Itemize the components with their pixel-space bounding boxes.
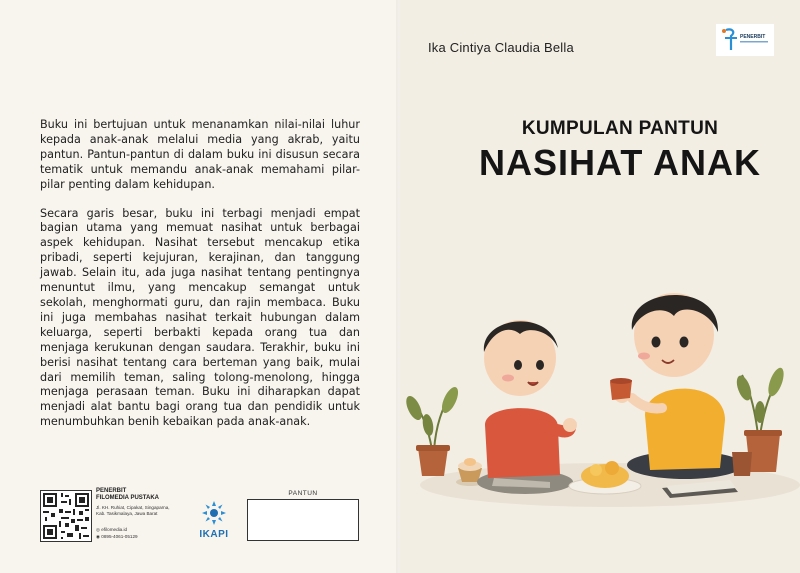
- title-line1: KUMPULAN PANTUN: [521, 118, 719, 139]
- barcode-placeholder: [247, 499, 359, 541]
- phone-icon: ◉: [96, 534, 101, 539]
- synopsis-paragraph-1: Buku ini bertujuan untuk menanamkan nilai-nilai luhur kepada anak-anak melalui media yang akrab, yaitu pantun. Pantun-pantun di dalam buku ini disusun secara tematik untuk memandu anak-anak memahami pilar-pilar penting dalam kehidupan.: [40, 118, 360, 191]
- boy-yellow-shirt: [610, 293, 743, 479]
- barcode-label: PANTUN: [288, 490, 318, 497]
- qr-code-icon: [40, 490, 92, 542]
- web-icon: ◎: [96, 527, 101, 532]
- left-potted-plant: [403, 385, 461, 476]
- ikapi-label: IKAPI: [199, 529, 229, 540]
- title-line2: NASIHAT ANAK: [479, 142, 761, 183]
- publisher-website: [96, 527, 127, 533]
- synopsis: [40, 118, 360, 444]
- publisher-name: [96, 488, 159, 502]
- cover-illustration: [400, 220, 800, 573]
- publisher-logo-icon: [716, 24, 774, 56]
- phone-text: 0895-4061-05129: [101, 534, 138, 539]
- svg-text:PENERBIT: PENERBIT: [740, 34, 766, 40]
- synopsis-paragraph-2: Secara garis besar, buku ini terbagi menjadi empat bagian utama yang memuat nasihat untuk berbagai aspek kehidupan. Nasihat tersebut mencakup etika pribadi, seperti kejujuran, kerajinan, dan tanggung jawab. Selain itu, ada juga nasihat tentang pentingnya menuntut ilmu, yang mencakup semangat untuk sekolah, menghormati guru, dan rajin membaca. Buku ini juga membahas nasihat terkait hubungan dalam keluarga, seperti berbakti kepada orang tua dan menjaga kerukunan dengan saudara. Terakhir, buku ini berisi nasihat tentang cara berteman yang baik, mulai dari memilih teman, saling tolong-menolong, hingga menjaga perasaan teman. Buku ini diharapkan dapat menjadi alat bantu bagi orang tua dan pendidik untuk menumbuhkan benih kebaikan pada anak-anak.: [40, 206, 360, 429]
- address-line1: Jl. KH. Ruhiat, Cipakat, Singaparna,: [96, 505, 170, 510]
- publisher-info: [40, 488, 200, 542]
- ikapi-badge: [194, 500, 234, 542]
- right-potted-plants: [732, 366, 787, 476]
- barcode-area: [247, 490, 359, 540]
- ikapi-logo-icon: [201, 500, 227, 526]
- author-name: Ika Cintiya Claudia Bella: [428, 40, 574, 55]
- publisher-name-line1: PENERBIT: [96, 488, 127, 494]
- publisher-phone: [96, 534, 138, 540]
- publisher-address: [96, 505, 170, 517]
- address-line2: Kab. Tasikmalaya, Jawa Barat: [96, 511, 158, 516]
- website-text: efilomedia.id: [101, 527, 128, 532]
- publisher-name-line2: FILOMEDIA PUSTAKA: [96, 495, 159, 501]
